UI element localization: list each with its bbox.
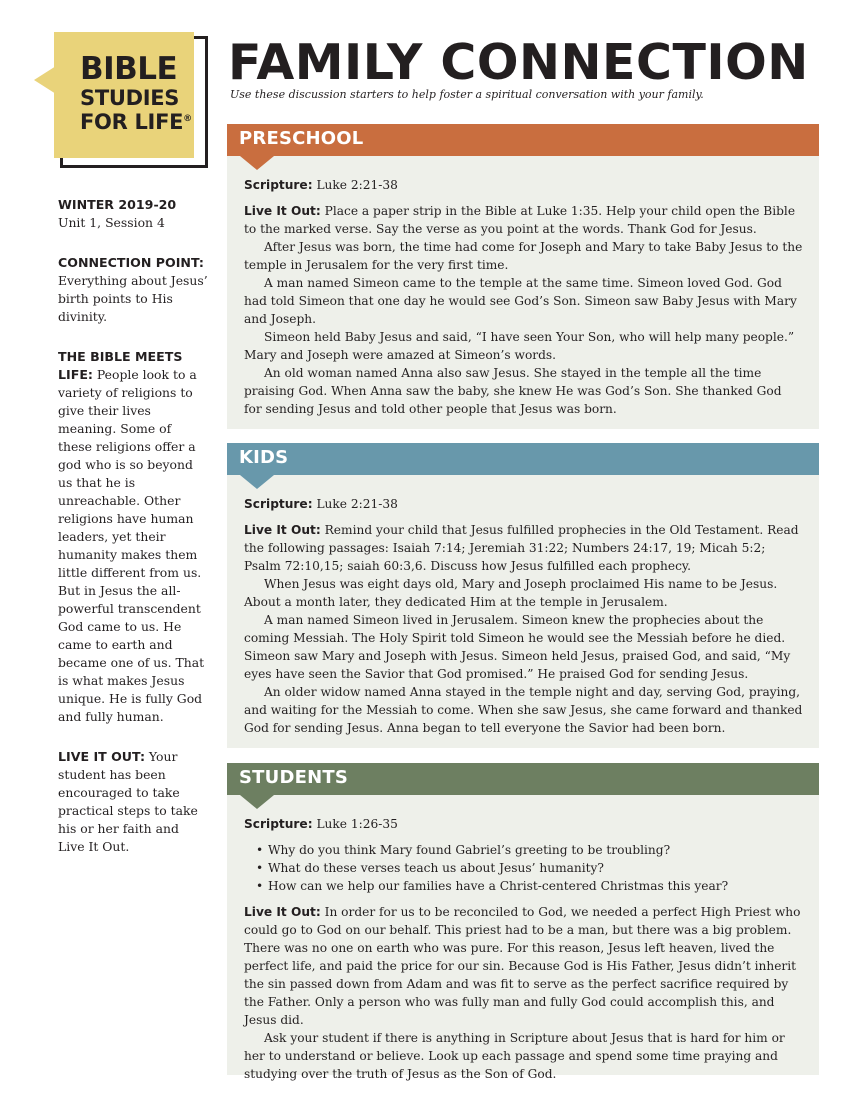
live-it-out-block xyxy=(58,748,208,856)
paragraph: Ask your student if there is anything in Scripture about Jesus that is hard for him or her to understand or believe. Look up each passage and spend some time praying and studying over the truth of Jesus as the Son of God. xyxy=(244,1031,785,1081)
discussion-questions xyxy=(256,841,803,895)
students-scripture xyxy=(244,815,803,833)
scripture-label: Scripture: xyxy=(244,817,313,831)
live-it-out-label: Live It Out: xyxy=(244,523,321,537)
kids-live-it-out xyxy=(244,521,803,575)
paragraph: After Jesus was born, the time had come for Joseph and Mary to take Baby Jesus to the temple in Jerusalem for the very first time. xyxy=(244,240,803,272)
paragraph: An old woman named Anna also saw Jesus. She stayed in the temple all the time praising God. When Anna saw the baby, she knew He was God’s Son. She thanked God for sending Jesus and told other people that Jesus was born. xyxy=(244,366,782,416)
scripture-ref: Luke 2:21-38 xyxy=(312,178,398,192)
logo-line-3-text: FOR LIFE xyxy=(80,110,184,134)
list-item: • How can we help our families have a Christ-centered Christmas this year? xyxy=(256,877,803,895)
logo-line-1: BIBLE xyxy=(80,51,178,87)
students-heading: STUDENTS xyxy=(239,767,349,788)
preschool-header-band xyxy=(227,124,819,156)
logo-tab xyxy=(34,66,56,94)
live-it-out-label: Live It Out: xyxy=(244,204,321,218)
logo-line-3 xyxy=(80,112,200,133)
students-section xyxy=(227,763,819,1081)
live-it-out-text: Place a paper strip in the Bible at Luke 1:35. Help your child open the Bible to the marked verse. Say the verse as you point at the words. Thank God for Jesus. xyxy=(244,204,796,236)
bible-meets-life-label: THE BIBLE MEETS xyxy=(58,349,183,364)
live-it-out-label: LIVE IT OUT: xyxy=(58,749,145,764)
kids-heading: KIDS xyxy=(239,447,289,468)
live-it-out-text: Remind your child that Jesus fulfilled prophecies in the Old Testament. Read the following passages: Isaiah 7:14; Jeremiah 31:22; Numbers 24:17, 19; Micah 5:2; Psalm 72:10,15; saiah 60:3,6. Discuss how Jesus fulfilled each prophecy. xyxy=(244,523,799,573)
kids-scripture xyxy=(244,495,803,513)
live-it-out-label: Live It Out: xyxy=(244,905,321,919)
students-live-it-out xyxy=(244,903,803,1029)
students-header-band xyxy=(227,763,819,795)
students-content xyxy=(227,795,819,1091)
scripture-ref: Luke 1:26-35 xyxy=(312,817,398,831)
season-label: WINTER 2019-20 xyxy=(58,197,177,212)
kids-header-band xyxy=(227,443,819,475)
kids-notch xyxy=(240,475,274,489)
paragraph: A man named Simeon lived in Jerusalem. Simeon knew the prophecies about the coming Messiah. The Holy Spirit told Simeon he would see the Messiah before he died. Simeon saw Mary and Joseph with Jesus. Simeon held Jesus, praised God, and said, “My eyes have seen the Savior that God promised.” He praised God for sending Jesus. xyxy=(244,613,791,681)
sidebar xyxy=(58,196,208,856)
logo-line-2: STUDIES xyxy=(80,86,180,110)
connection-point-text: Everything about Jesus’ birth points to His divinity. xyxy=(58,273,208,324)
bible-meets-life-label-2: LIFE: xyxy=(58,367,93,382)
page-title: FAMILY CONNECTION xyxy=(228,34,809,91)
paragraph: An older widow named Anna stayed in the temple night and day, serving God, praying, and waiting for the Messiah to come. When she saw Jesus, she came forward and thanked God for sending Jesus. Anna began to tell everyone the Savior had been born. xyxy=(244,685,803,735)
unit-session: Unit 1, Session 4 xyxy=(58,215,165,230)
kids-section xyxy=(227,443,819,748)
registered-mark: ® xyxy=(183,114,192,124)
scripture-label: Scripture: xyxy=(244,497,313,511)
preschool-live-it-out xyxy=(244,202,803,238)
list-item: • Why do you think Mary found Gabriel’s greeting to be troubling? xyxy=(256,841,803,859)
scripture-label: Scripture: xyxy=(244,178,313,192)
connection-point-label: CONNECTION POINT: xyxy=(58,255,204,270)
page-subtitle: Use these discussion starters to help foster a spiritual conversation with your family. xyxy=(230,88,704,101)
preschool-section xyxy=(227,124,819,429)
list-item: • What do these verses teach us about Jesus’ humanity? xyxy=(256,859,803,877)
paragraph: Simeon held Baby Jesus and said, “I have seen Your Son, who will help many people.” Mary and Joseph were amazed at Simeon’s words. xyxy=(244,330,795,362)
preschool-scripture xyxy=(244,176,803,194)
students-notch xyxy=(240,795,274,809)
preschool-notch xyxy=(240,156,274,170)
preschool-content xyxy=(227,156,819,426)
live-it-out-text: Your student has been encouraged to take practical steps to take his or her faith and Live It Out. xyxy=(58,749,198,854)
scripture-ref: Luke 2:21-38 xyxy=(312,497,398,511)
logo xyxy=(32,30,212,170)
live-it-out-text: In order for us to be reconciled to God, we needed a perfect High Priest who could go to God on our behalf. This priest had to be a man, but there was a big problem. There was no one on earth who was pure. For this reason, Jesus left heaven, lived the perfect life, and paid the price for our sin. Because God is His Father, Jesus didn’t inherit the sin passed down from Adam and was fit to serve as the perfect sacrifice required by the Father. Only a person who was fully man and fully God could accomplish this, and Jesus did. xyxy=(244,905,801,1027)
paragraph: A man named Simeon came to the temple at the same time. Simeon loved God. God had told Simeon that one day he would see God’s Son. Simeon saw Baby Jesus with Mary and Joseph. xyxy=(244,276,797,326)
logo-text xyxy=(80,51,200,134)
bible-meets-life-body: People look to a variety of religions to give their lives meaning. Some of these religions offer a god who is so beyond us that he is unreachable. Other religions have human leaders, yet their humanity makes them little different from us. But in Jesus the all-powerful transcendent God came to us. He came to earth and became one of us. That is what makes Jesus unique. He is fully God and fully human. xyxy=(58,367,205,724)
kids-content xyxy=(227,475,819,745)
paragraph: When Jesus was eight days old, Mary and Joseph proclaimed His name to be Jesus. About a month later, they dedicated Him at the temple in Jerusalem. xyxy=(244,577,778,609)
preschool-heading: PRESCHOOL xyxy=(239,128,364,149)
bible-meets-life-text xyxy=(58,366,208,726)
